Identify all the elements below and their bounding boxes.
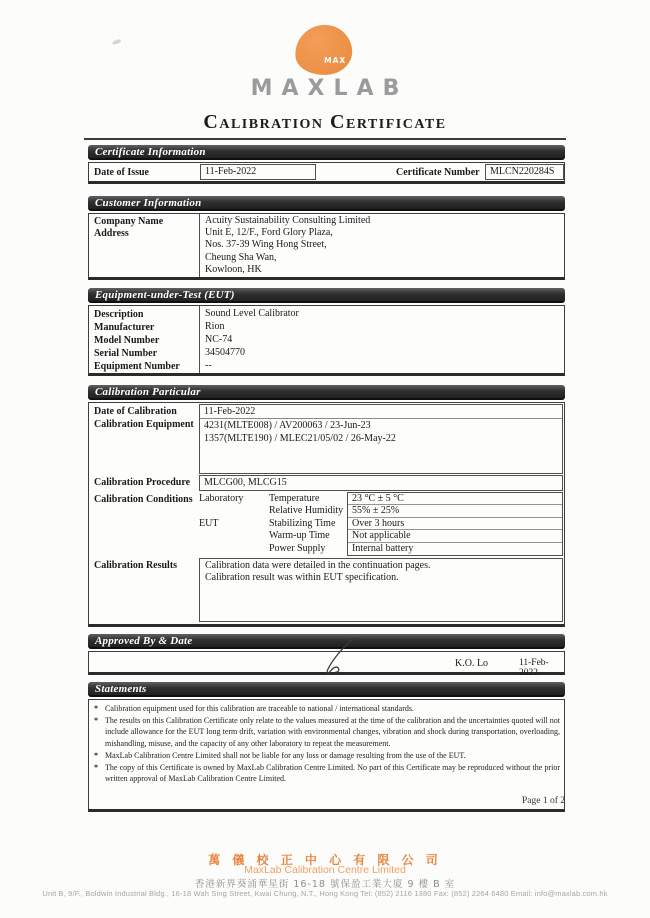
- eut-box: [88, 305, 565, 376]
- condition-name: Warm-up Time: [269, 530, 330, 542]
- date-of-issue-value: 11-Feb-2022: [200, 164, 316, 180]
- statement-item: * MaxLab Calibration Centre Limited shall not be liable for any loss or damage resulting from the use of the EUT.: [92, 750, 560, 761]
- condition-name: Power Supply: [269, 542, 326, 554]
- calibration-date-equipment-values: [199, 404, 563, 474]
- certificate-info-row: [88, 162, 565, 184]
- calibration-conditions-label-col: [89, 492, 199, 556]
- eut-row-value: Sound Level Calibrator: [205, 308, 299, 320]
- date-of-calibration-value: 11-Feb-2022: [200, 405, 562, 419]
- section-certificate-information: [88, 145, 565, 184]
- approval-box: [88, 651, 565, 678]
- approval-date: 11-Feb-2022: [519, 657, 549, 678]
- section-approved-by-date: [88, 634, 565, 678]
- section-header-customer-information: Customer Information: [88, 196, 565, 211]
- customer-info-labels: [89, 214, 199, 277]
- page-title: Calibration Certificate: [203, 111, 447, 133]
- section-equipment-under-test: [88, 288, 565, 376]
- date-of-issue-label: Date of Issue: [94, 166, 149, 178]
- certificate-body: [88, 145, 565, 812]
- address-label: Address: [94, 228, 129, 240]
- eut-row-label: Model Number: [94, 335, 160, 347]
- address-line: Kowloon, HK: [205, 263, 262, 275]
- calibration-results-line: Calibration result was within EUT specification.: [205, 572, 399, 584]
- calibration-equipment-label: Calibration Equipment: [94, 419, 194, 431]
- eut-row-value: NC-74: [205, 334, 233, 346]
- section-header-statements: Statements: [88, 682, 565, 697]
- calibration-procedure-label: Calibration Procedure: [94, 477, 191, 489]
- calibration-results-values: [199, 558, 563, 622]
- eut-row-value: Rion: [205, 321, 225, 333]
- calibration-conditions-label: Calibration Conditions: [94, 494, 193, 506]
- statement-item: * Calibration equipment used for this calibration are traceable to national / international standards.: [92, 703, 560, 714]
- statement-item: * The copy of this Certificate is owned by MaxLab Calibration Centre Limited. No part of this Certificate may be reproduced without the prior written approval of MaxLab Calibration Centre Limited.: [92, 762, 560, 784]
- eut-row-label: Description: [94, 309, 144, 321]
- calibration-results-label: Calibration Results: [94, 559, 178, 571]
- footer-company-name-english: MaxLab Calibration Centre Limited: [244, 864, 406, 876]
- certificate-number-value: MLCN220284S: [485, 164, 564, 180]
- statements-list: [92, 703, 560, 784]
- condition-group-laboratory: Laboratory: [199, 493, 244, 505]
- condition-names: [269, 492, 347, 556]
- calibration-equipment-line: 1357(MLTE190) / MLEC21/05/02 / 26-May-22: [204, 433, 396, 445]
- scan-artifact: [112, 39, 122, 46]
- eut-row-value: --: [205, 360, 212, 372]
- calibration-particular-box: [88, 402, 565, 627]
- section-header-eut: Equipment-under-Test (EUT): [88, 288, 565, 303]
- certificate-number-label: Certificate Number: [396, 166, 480, 178]
- condition-value: Internal battery: [352, 542, 414, 554]
- approver-name: K.O. Lo: [455, 657, 489, 669]
- section-header-approved-by-date: Approved By & Date: [88, 634, 565, 649]
- eut-row-value: 34504770: [205, 347, 245, 359]
- customer-info-box: [88, 213, 565, 280]
- condition-name: Temperature: [269, 493, 320, 505]
- customer-info-values: [199, 214, 564, 277]
- calibration-date-equipment-block: [89, 404, 563, 474]
- section-statements: [88, 682, 565, 812]
- address-line: Unit E, 12/F., Ford Glory Plaza,: [205, 227, 333, 239]
- section-header-certificate-information: Certificate Information: [88, 145, 565, 160]
- eut-row-label: Equipment Number: [94, 361, 180, 373]
- signature-icon: [317, 637, 361, 677]
- condition-groups: [199, 492, 269, 556]
- footer-address-english: Unit B, 9/F., Boldwin Industrial Bldg., 16-18 Wah Sing Street, Kwai Chung, N.T., Hong Kong Tel: (852) 2116 1380 Fax: (852) 2264 6480 Email: info@maxlab.com.hk: [42, 889, 608, 898]
- calibration-conditions-block: [89, 492, 563, 556]
- calibration-equipment-line: 4231(MLTE008) / AV200063 / 23-Jun-23: [204, 420, 371, 432]
- condition-group-eut: EUT: [199, 517, 219, 529]
- calibration-procedure-value: MLCG00, MLCG15: [199, 475, 563, 491]
- page-number: Page 1 of 2: [521, 796, 565, 806]
- condition-value: Not applicable: [348, 530, 562, 542]
- condition-values: [347, 492, 563, 556]
- logo-badge-text: MAX: [324, 55, 347, 65]
- statement-item: * The results on this Calibration Certificate only relate to the values measured at the time of the calibration and the uncertainties quoted will not include allowance for the EUT long term drift, variation with environmental changes, vibration and shock during transportation, overloading, mishandling, misuse, and the capacity of any other laboratory to repeat the measurement.: [92, 715, 560, 749]
- calibration-results-line: Calibration data were detailed in the continuation pages.: [205, 559, 431, 571]
- condition-value: Over 3 hours: [348, 518, 562, 530]
- calibration-procedure-label-col: [89, 475, 199, 491]
- section-header-calibration-particular: Calibration Particular: [88, 385, 565, 400]
- eut-labels: [89, 306, 199, 373]
- eut-row-label: Serial Number: [94, 348, 158, 360]
- eut-row-label: Manufacturer: [94, 322, 155, 334]
- calibration-results-block: [89, 558, 563, 622]
- calibration-date-equipment-labels: [89, 404, 199, 474]
- condition-value: 23 °C ± 5 °C: [348, 493, 562, 505]
- date-of-calibration-label: Date of Calibration: [94, 406, 177, 418]
- calibration-procedure-block: [89, 475, 563, 491]
- logo-wordmark: MAXLAB: [250, 76, 409, 101]
- title-divider: [84, 138, 566, 140]
- footer-company-name-chinese: 萬 儀 校 正 中 心 有 限 公 司: [208, 853, 442, 867]
- section-calibration-particular: [88, 385, 565, 627]
- address-line: Cheung Sha Wan,: [205, 251, 277, 263]
- condition-name: Relative Humidity: [269, 505, 344, 517]
- maxlab-logo-blob-icon: [293, 22, 355, 78]
- company-name-label: Company Name: [94, 216, 164, 227]
- condition-value: 55% ± 25%: [348, 505, 562, 517]
- address-line: Nos. 37-39 Wing Hong Street,: [205, 239, 327, 251]
- section-customer-information: [88, 196, 565, 280]
- company-name-value: Acuity Sustainability Consulting Limited: [205, 215, 371, 226]
- calibration-results-label-col: [89, 558, 199, 622]
- condition-name: Stabilizing Time: [269, 517, 336, 529]
- footer-address-chinese: 香港新界葵涌華星街 16-18 號保盈工業大廈 9 樓 B 室: [194, 879, 456, 890]
- eut-values: [199, 306, 564, 373]
